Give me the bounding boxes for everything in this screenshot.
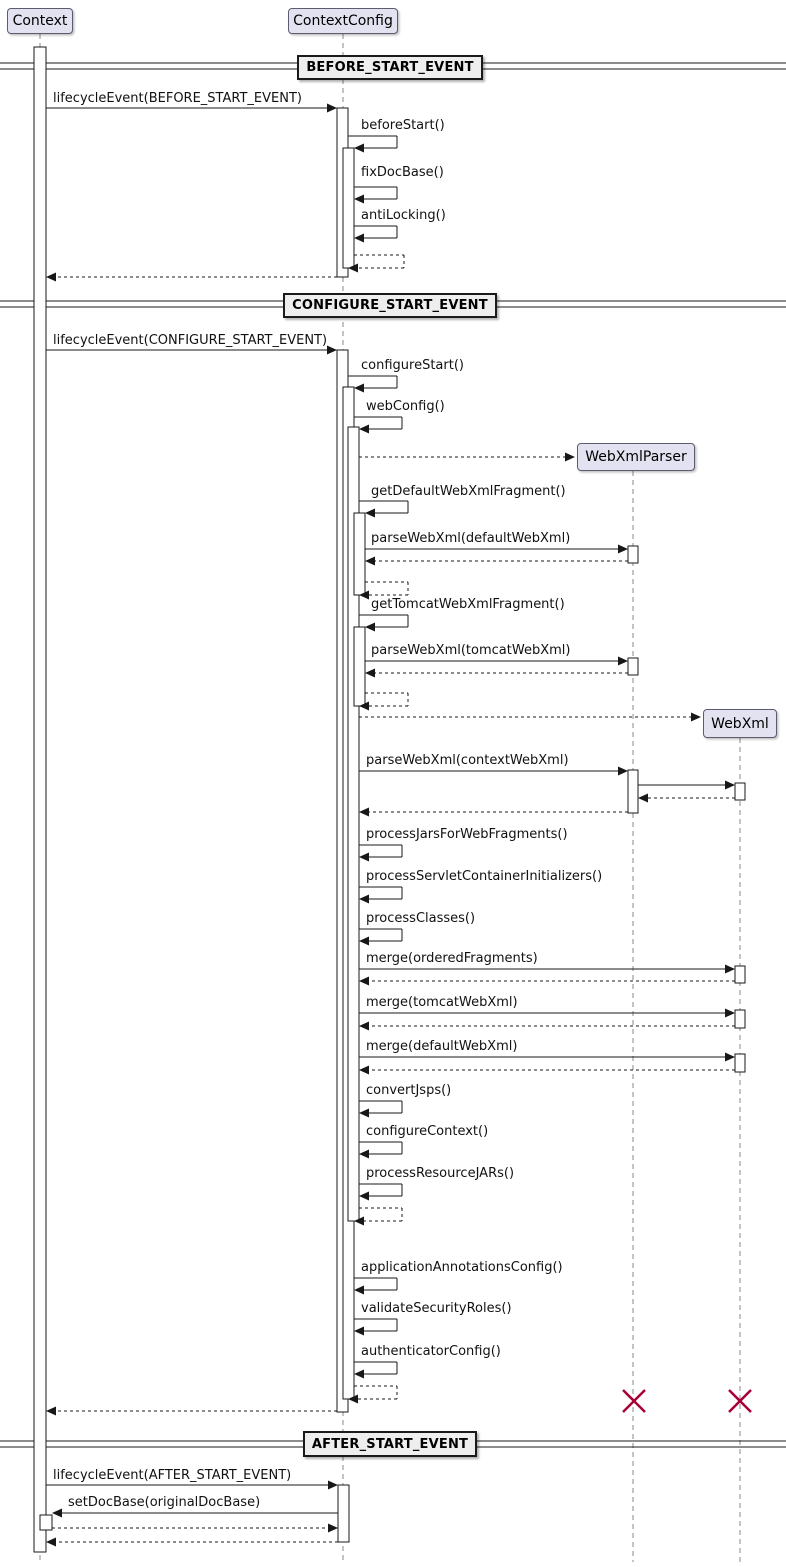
- self-call-arrowhead: [354, 1370, 364, 1379]
- call-arrowhead: [52, 1509, 62, 1518]
- activation-bar: [735, 1010, 745, 1028]
- self-call-arrowhead: [359, 1109, 369, 1118]
- activation-bar: [354, 627, 365, 706]
- self-call-arrowhead: [359, 1150, 369, 1159]
- message-label: processClasses(): [366, 911, 476, 926]
- message-label: lifecycleEvent(AFTER_START_EVENT): [53, 1468, 292, 1483]
- call-arrowhead: [618, 657, 628, 666]
- participant-webxml: WebXml: [703, 709, 777, 738]
- call-arrowhead: [725, 781, 735, 790]
- message-label: lifecycleEvent(BEFORE_START_EVENT): [53, 91, 302, 106]
- message-label: authenticatorConfig(): [361, 1344, 501, 1359]
- self-call-arrowhead: [365, 623, 375, 632]
- message-label: beforeStart(): [361, 118, 445, 133]
- return-arrowhead: [365, 557, 375, 566]
- message-label: webConfig(): [366, 399, 445, 414]
- activation-bar: [735, 783, 745, 800]
- self-call-arrowhead: [365, 509, 375, 518]
- call-arrowhead: [618, 545, 628, 554]
- message-label: parseWebXml(tomcatWebXml): [371, 643, 571, 658]
- self-call-arrowhead: [359, 425, 369, 434]
- message-label: convertJsps(): [366, 1083, 452, 1098]
- self-call-arrowhead: [359, 853, 369, 862]
- participant-context: Context: [7, 8, 73, 34]
- call-arrowhead: [618, 767, 628, 776]
- call-arrowhead: [725, 1009, 735, 1018]
- message-label: getTomcatWebXmlFragment(): [371, 597, 565, 612]
- call-arrowhead: [327, 104, 337, 113]
- message-label: parseWebXml(contextWebXml): [366, 753, 569, 768]
- call-arrowhead: [725, 1053, 735, 1062]
- self-call-arrowhead: [354, 144, 364, 153]
- activation-bar: [628, 770, 638, 813]
- return-arrowhead: [359, 1022, 369, 1031]
- self-call-arrowhead: [359, 937, 369, 946]
- return-arrowhead: [359, 977, 369, 986]
- activation-bar: [40, 1515, 52, 1530]
- call-arrowhead: [327, 346, 337, 355]
- activation-bar: [354, 513, 365, 595]
- return-arrowhead: [46, 273, 56, 282]
- message-label: applicationAnnotationsConfig(): [361, 1260, 563, 1275]
- divider-after-start-event: AFTER_START_EVENT: [303, 1431, 477, 1457]
- message-label: merge(tomcatWebXml): [366, 995, 518, 1010]
- message-label: merge(defaultWebXml): [366, 1039, 518, 1054]
- call-arrowhead: [725, 965, 735, 974]
- return-arrowhead: [359, 808, 369, 817]
- activation-bar: [343, 148, 354, 268]
- divider-before-start-event: BEFORE_START_EVENT: [297, 55, 483, 80]
- return-arrowhead: [638, 794, 648, 803]
- self-call-arrowhead: [354, 384, 364, 393]
- self-call-arrowhead: [354, 234, 364, 243]
- return-arrowhead: [365, 669, 375, 678]
- activation-bar: [628, 546, 638, 563]
- activation-bar: [34, 47, 46, 1552]
- message-label: processResourceJARs(): [366, 1166, 515, 1181]
- self-call-arrowhead: [354, 1327, 364, 1336]
- message-label: configureStart(): [361, 358, 464, 373]
- message-label: setDocBase(originalDocBase): [68, 1495, 261, 1510]
- self-call-arrowhead: [354, 195, 364, 204]
- message-label: parseWebXml(defaultWebXml): [371, 531, 571, 546]
- return-arrowhead: [46, 1407, 56, 1416]
- activation-bar: [338, 1485, 349, 1542]
- message-label: merge(orderedFragments): [366, 951, 538, 966]
- create-arrowhead: [691, 713, 701, 722]
- return-arrowhead: [328, 1524, 338, 1533]
- participant-webxmlparser: WebXmlParser: [577, 443, 695, 471]
- call-arrowhead: [328, 1481, 338, 1490]
- activation-bar: [735, 966, 745, 983]
- activation-bar: [735, 1054, 745, 1072]
- return-arrowhead: [359, 1066, 369, 1075]
- create-arrowhead: [565, 453, 575, 462]
- message-label: getDefaultWebXmlFragment(): [371, 484, 566, 499]
- message-label: fixDocBase(): [361, 165, 444, 180]
- message-label: processJarsForWebFragments(): [366, 827, 568, 842]
- return-arrowhead: [46, 1538, 56, 1547]
- self-call-arrowhead: [354, 1286, 364, 1295]
- message-label: lifecycleEvent(CONFIGURE_START_EVENT): [53, 333, 328, 348]
- message-label: antiLocking(): [361, 208, 446, 223]
- message-label: processServletContainerInitializers(): [366, 869, 603, 884]
- participant-contextconfig: ContextConfig: [288, 8, 398, 34]
- self-call-arrowhead: [359, 895, 369, 904]
- message-label: validateSecurityRoles(): [361, 1301, 512, 1316]
- activation-bar: [628, 658, 638, 675]
- message-label: configureContext(): [366, 1124, 489, 1139]
- self-call-arrowhead: [359, 1192, 369, 1201]
- divider-configure-start-event: CONFIGURE_START_EVENT: [283, 293, 497, 318]
